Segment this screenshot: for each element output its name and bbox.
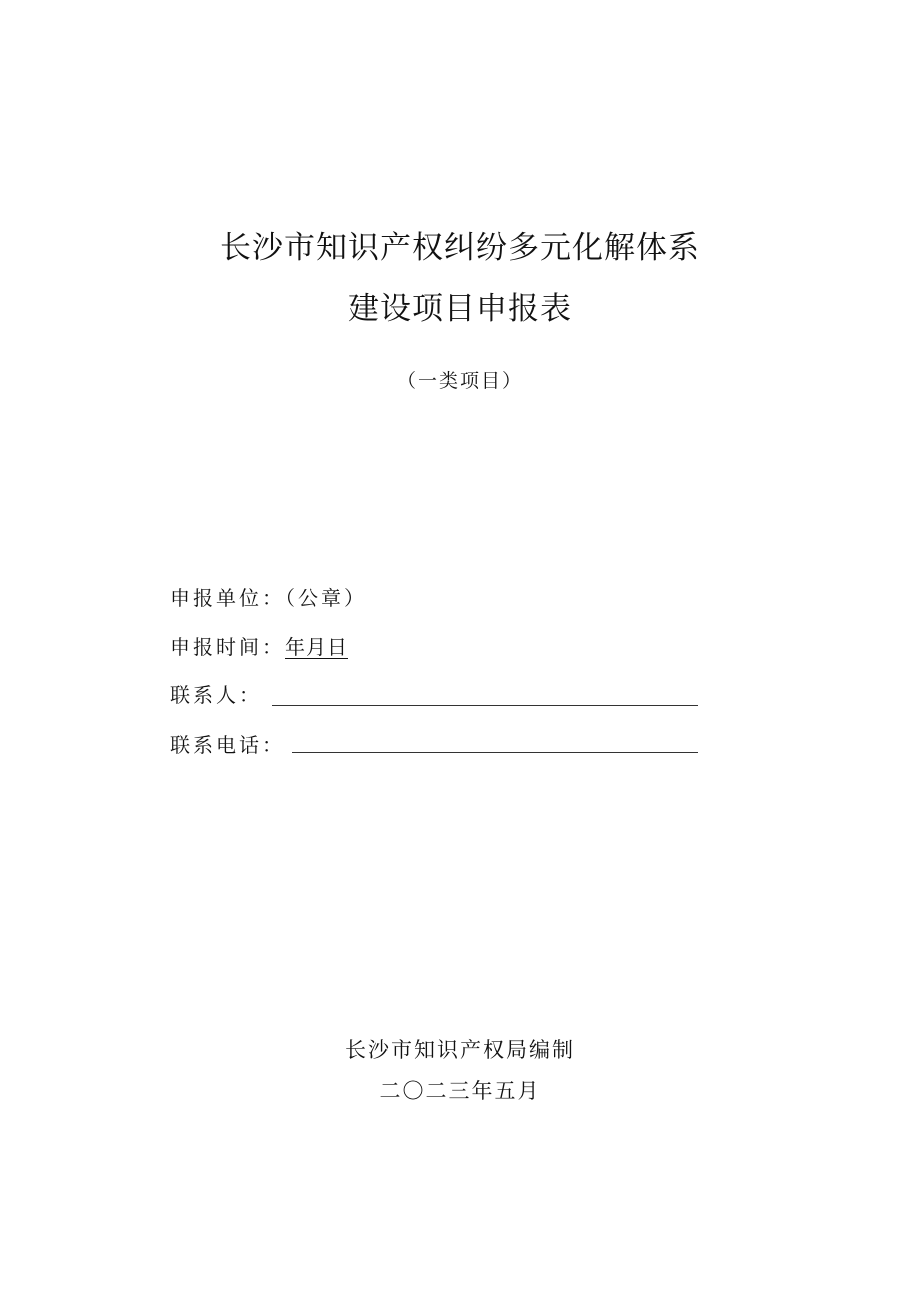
application-date-row: [170, 633, 348, 661]
contact-phone-label: 联系电话：: [170, 733, 285, 757]
contact-phone-blank: [292, 752, 698, 753]
contact-person-label: 联系人：: [170, 683, 262, 707]
application-date-label: 申报时间：: [170, 635, 285, 659]
application-date-value: 年月日: [285, 635, 348, 659]
applicant-unit-row: [170, 584, 367, 612]
official-seal-note: （公章）: [285, 586, 367, 610]
contact-phone-row: [170, 731, 285, 759]
applicant-unit-label: 申报单位：: [170, 586, 285, 610]
contact-person-row: [170, 681, 262, 709]
document-title-line-1: 长沙市知识产权纠纷多元化解体系: [220, 230, 700, 266]
compiling-organization: 长沙市知识产权局编制: [345, 1038, 575, 1062]
compilation-date: 二〇二三年五月: [379, 1079, 541, 1103]
document-title-line-2: 建设项目申报表: [348, 291, 572, 327]
project-category-subtitle: （一类项目）: [396, 370, 523, 392]
contact-person-blank: [272, 705, 698, 706]
